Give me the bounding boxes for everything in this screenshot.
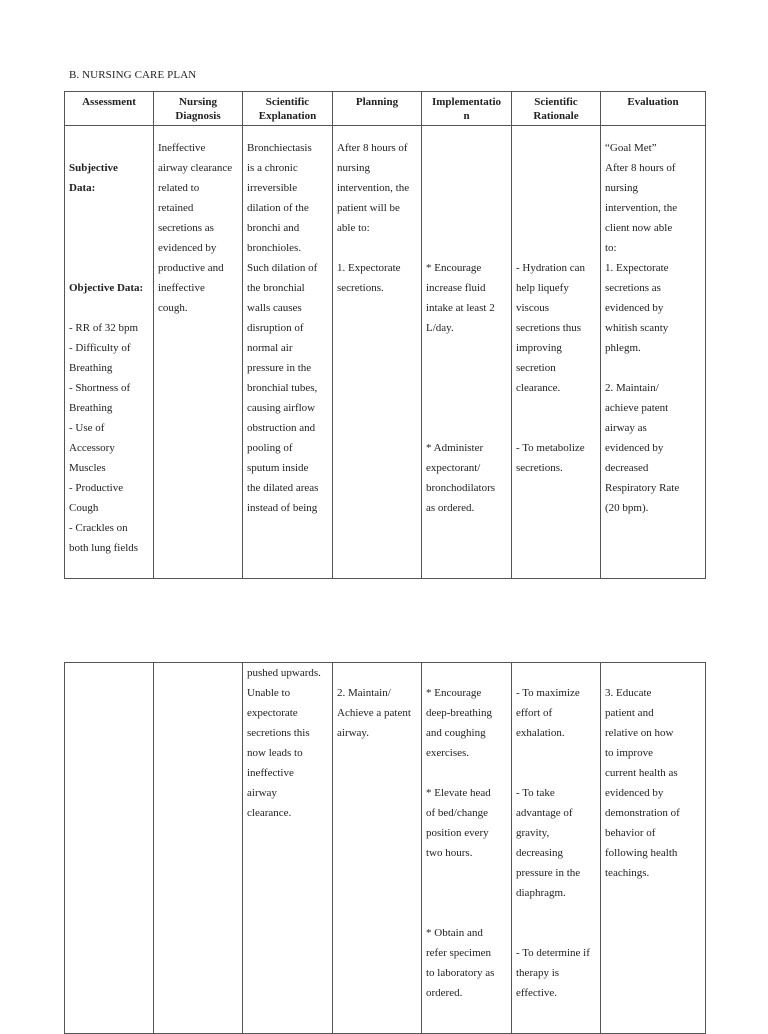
evaluation-cell: 3. Educate patient and relative on how to improve current health as evidenced by demonstration of behavior of following health teachings. (601, 663, 706, 1034)
scientific-explanation-cell: pushed upwards. Unable to expectorate secretions this now leads to ineffective airway clearance. (243, 663, 333, 1034)
column-header-nursing-diagnosis: Nursing Diagnosis (154, 92, 243, 126)
column-header-implementation: Implementatio n (422, 92, 512, 126)
column-header-scientific-explanation: Scientific Explanation (243, 92, 333, 126)
column-header-scientific-rationale: Scientific Rationale (512, 92, 601, 126)
table-row (65, 663, 706, 1034)
scientific-rationale-cell: - Hydration can help liquefy viscous secretions thus improving secretion clearance. - To metabolize secretions. (512, 126, 601, 579)
care-plan-table-part-1 (64, 91, 706, 579)
care-plan-table-part-2 (64, 662, 706, 1034)
table-row (65, 126, 706, 579)
assessment-cell (65, 663, 154, 1034)
evaluation-cell: “Goal Met” After 8 hours of nursing intervention, the client now able to: 1. Expectorate secretions as evidenced by whitish scanty phlegm. 2. Maintain/ achieve patent airway as evidenced by decreased Respiratory Rate (20 bpm). (601, 126, 706, 579)
column-header-planning: Planning (333, 92, 422, 126)
scientific-rationale-cell: - To maximize effort of exhalation. - To take advantage of gravity, decreasing pressure in the diaphragm. - To determine if therapy is effective. (512, 663, 601, 1034)
page-title: B. NURSING CARE PLAN (69, 69, 197, 81)
column-header-assessment: Assessment (65, 92, 154, 126)
assessment-cell (65, 126, 154, 579)
nursing-diagnosis-cell: Ineffective airway clearance related to retained secretions as evidenced by productive and ineffective cough. (154, 126, 243, 579)
planning-cell: After 8 hours of nursing intervention, the patient will be able to: 1. Expectorate secretions. (333, 126, 422, 579)
objective-data-label: Objective Data: (69, 282, 144, 294)
implementation-cell: * Encourage increase fluid intake at least 2 L/day. * Administer expectorant/ bronchodilators as ordered. (422, 126, 512, 579)
scientific-explanation-cell: Bronchiectasis is a chronic irreversible dilation of the bronchi and bronchioles. Such dilation of the bronchial walls causes disruption of normal air pressure in the bronchial tubes, causing airflow obstruction and pooling of sputum inside the dilated areas instead of being (243, 126, 333, 579)
planning-cell: 2. Maintain/ Achieve a patent airway. (333, 663, 422, 1034)
subjective-data-label: Subjective Data: (69, 162, 118, 194)
objective-data-list: - RR of 32 bpm - Difficulty of Breathing - Shortness of Breathing - Use of Accessory Muscles - Productive Cough - Crackles on both lung fields (69, 322, 139, 554)
column-header-evaluation: Evaluation (601, 92, 706, 126)
nursing-diagnosis-cell (154, 663, 243, 1034)
implementation-cell: * Encourage deep-breathing and coughing exercises. * Elevate head of bed/change position every two hours. * Obtain and refer specimen to laboratory as ordered. (422, 663, 512, 1034)
